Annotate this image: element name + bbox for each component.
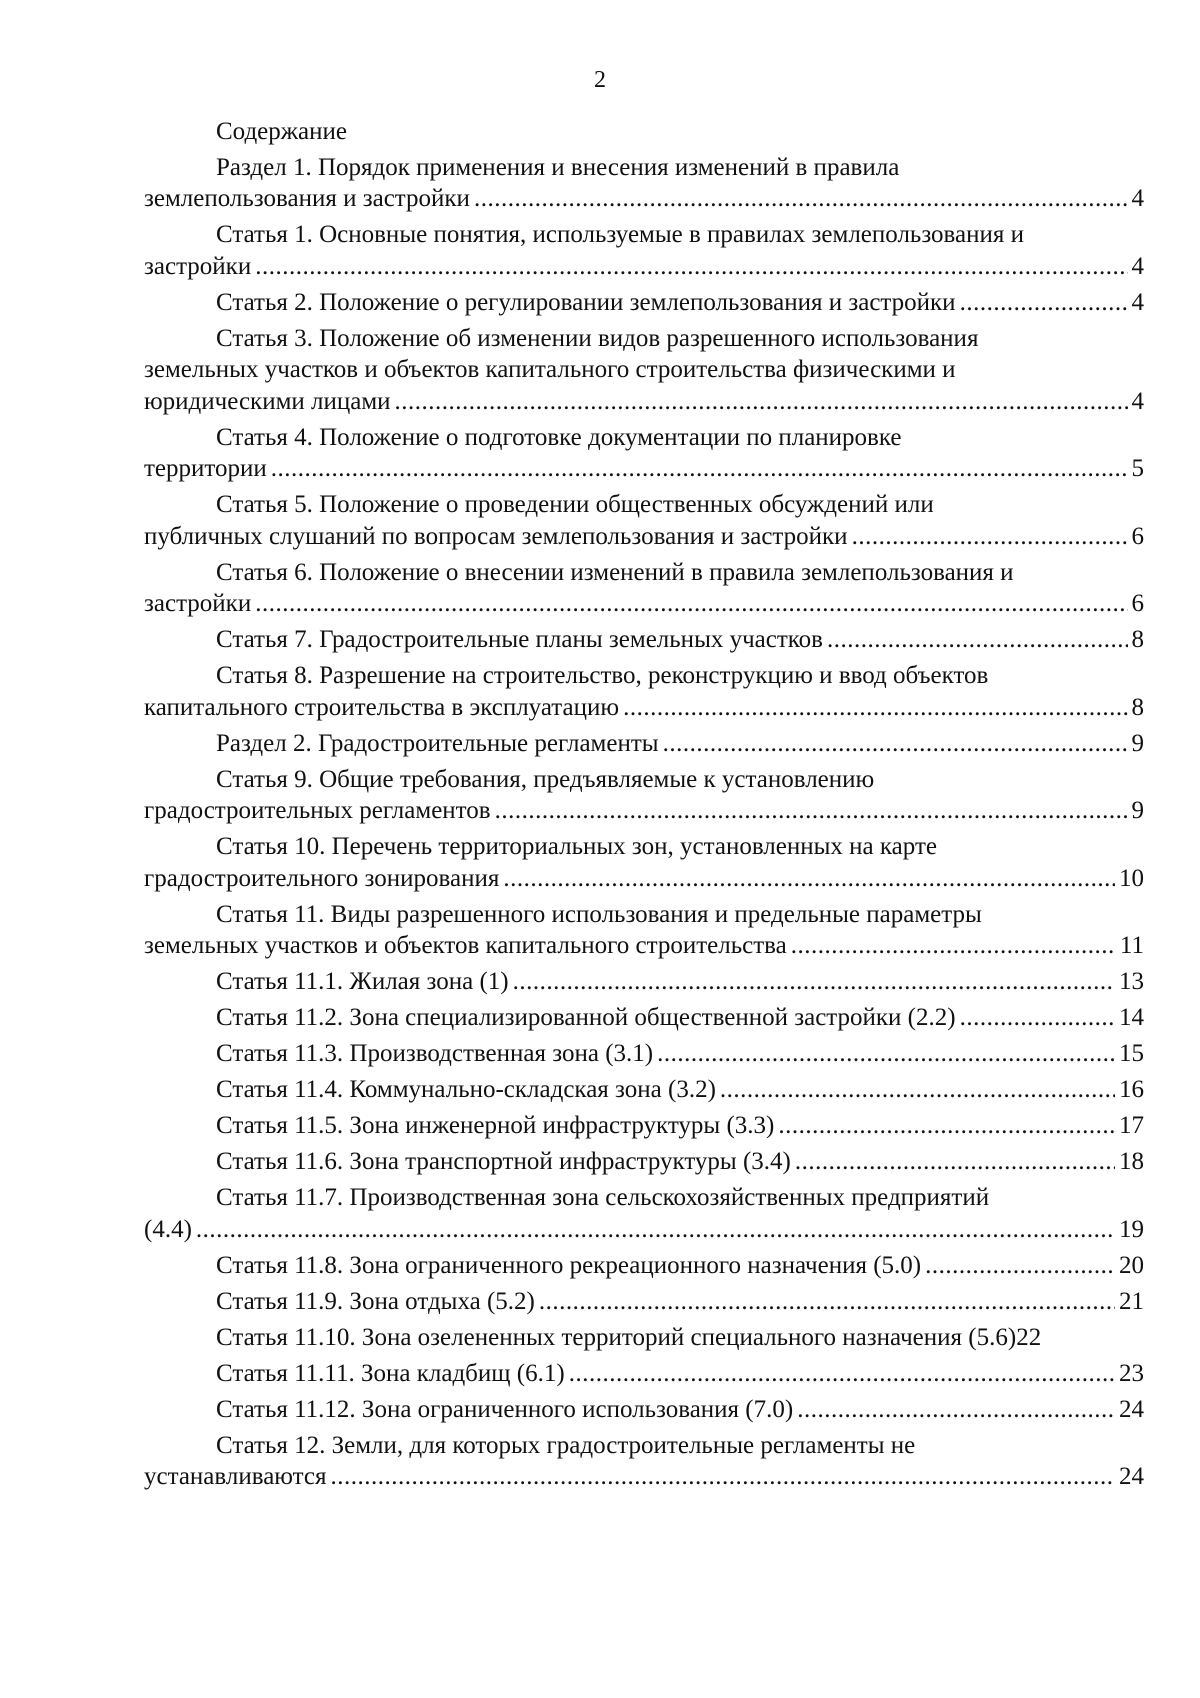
toc-entry-title-start: Статья 3. Положение об изменении видов разрешенного использования <box>216 324 979 352</box>
toc-page-number: 14 <box>1119 1004 1144 1031</box>
dot-leader <box>503 863 1115 895</box>
toc-entry-title-end: устанавливаются <box>144 1463 327 1490</box>
toc-page-number: 9 <box>1131 729 1144 757</box>
toc-page-number: 11 <box>1119 932 1144 959</box>
toc-entry[interactable] <box>144 764 1144 827</box>
toc-entry-line <box>144 1250 1144 1282</box>
toc-page-number: 4 <box>1131 288 1144 316</box>
dot-leader <box>569 1358 1115 1390</box>
toc-entry-title-start: Статья 10. Перечень территориальных зон, установленных на карте <box>216 833 937 860</box>
toc-entry-title-middle: земельных участков и объектов капитального строительства физическими и <box>144 356 956 383</box>
toc-entry-line <box>144 1214 1144 1246</box>
dot-leader <box>395 386 1128 418</box>
dot-leader <box>797 1394 1115 1426</box>
toc-page-number: 21 <box>1119 1287 1144 1315</box>
toc-entry[interactable] <box>144 152 1144 215</box>
dot-leader <box>778 1110 1115 1142</box>
toc-entry-line <box>144 1394 1144 1426</box>
table-of-contents <box>144 116 1144 1497</box>
toc-entry-title-end: Раздел 2. Градостроительные регламенты <box>216 729 659 757</box>
toc-page-number: 16 <box>1119 1076 1144 1103</box>
toc-entry-line <box>144 966 1144 998</box>
toc-entry-line <box>144 1322 1144 1354</box>
toc-entry-line <box>144 1358 1144 1390</box>
dot-leader <box>791 930 1116 962</box>
toc-entry[interactable] <box>144 219 1144 282</box>
toc-entry-line <box>144 521 1144 553</box>
toc-entry-title-start: Статья 9. Общие требования, предъявляемые к установлению <box>216 765 875 793</box>
toc-page-number: 17 <box>1119 1112 1144 1139</box>
toc-page-number: 4 <box>1131 387 1144 415</box>
toc-entry-line <box>144 863 1144 895</box>
toc-page-number: 20 <box>1119 1251 1144 1279</box>
toc-entry[interactable] <box>144 728 1144 760</box>
dot-leader <box>255 588 1127 620</box>
toc-entry-title-end: Статья 11.5. Зона инженерной инфраструктуры (3.3) <box>216 1112 775 1139</box>
dot-leader <box>960 1002 1115 1034</box>
toc-entry-title-end: Статья 11.9. Зона отдыха (5.2) <box>216 1287 535 1315</box>
toc-entry-line <box>144 795 1144 827</box>
dot-leader <box>271 453 1128 485</box>
toc-entry[interactable] <box>144 1182 1144 1245</box>
dot-leader <box>474 183 1128 215</box>
toc-entry[interactable] <box>144 1394 1144 1426</box>
dot-leader <box>925 1250 1115 1282</box>
toc-entry-title-start: Статья 4. Положение о подготовке документации по планировке <box>216 423 902 451</box>
toc-entry-title-end: капитального строительства в эксплуатацию <box>144 693 620 721</box>
toc-entry[interactable] <box>144 557 1144 620</box>
toc-heading: Содержание <box>216 118 347 145</box>
toc-entry-title-end: градостроительных регламентов <box>144 797 491 824</box>
toc-entry[interactable] <box>144 1038 1144 1070</box>
toc-entry-title-end: Статья 11.6. Зона транспортной инфраструктуры (3.4) <box>216 1148 791 1175</box>
toc-entry-line <box>144 588 1144 620</box>
toc-entry-title-end: застройки <box>144 252 252 280</box>
toc-entry-line <box>144 183 1144 215</box>
toc-entry[interactable] <box>144 422 1144 485</box>
toc-entry-title-end: Статья 2. Положение о регулировании землепользования и застройки <box>216 288 956 316</box>
dot-leader <box>720 1074 1115 1106</box>
toc-entries <box>144 152 1144 1493</box>
toc-entry[interactable] <box>144 323 1144 418</box>
toc-entry[interactable] <box>144 1002 1144 1034</box>
dot-leader <box>795 1146 1115 1178</box>
dot-leader <box>827 624 1128 656</box>
toc-page-number: 4 <box>1131 185 1144 212</box>
toc-entry[interactable] <box>144 1286 1144 1318</box>
toc-entry[interactable] <box>144 1430 1144 1493</box>
toc-entry[interactable] <box>144 287 1144 319</box>
toc-page-number: 24 <box>1119 1463 1144 1490</box>
toc-entry-title-end: Статья 11.8. Зона ограниченного рекреационного назначения (5.0) <box>216 1251 922 1279</box>
dot-leader <box>960 287 1128 319</box>
toc-entry-title-end: Статья 7. Градостроительные планы земельных участков <box>216 626 823 653</box>
toc-entry[interactable] <box>144 624 1144 656</box>
toc-entry-line <box>144 386 1144 418</box>
toc-entry[interactable] <box>144 899 1144 962</box>
toc-entry[interactable] <box>144 966 1144 998</box>
toc-entry-title-end: юридическими лицами <box>144 387 391 415</box>
toc-page-number: 6 <box>1131 590 1144 617</box>
toc-entry-title-start: Статья 1. Основные понятия, используемые в правилах землепользования и <box>216 221 1025 248</box>
toc-entry[interactable] <box>144 1358 1144 1390</box>
dot-leader <box>495 795 1128 827</box>
dot-leader <box>330 1461 1115 1493</box>
toc-entry-line <box>144 930 1144 962</box>
toc-entry-title-start: Статья 11. Виды разрешенного использования и предельные параметры <box>216 900 982 928</box>
dot-leader <box>623 692 1127 724</box>
dot-leader <box>255 251 1127 283</box>
toc-entry-title-end: землепользования и застройки <box>144 185 470 212</box>
toc-page-number: 15 <box>1119 1040 1144 1067</box>
dot-leader <box>513 966 1115 998</box>
toc-entry-title-end: градостроительного зонирования <box>144 864 500 892</box>
toc-page-number: 18 <box>1119 1148 1144 1175</box>
dot-leader <box>196 1214 1115 1246</box>
toc-entry-line <box>144 1074 1144 1106</box>
toc-page-number: 5 <box>1131 455 1144 482</box>
toc-entry-title-end: (4.4) <box>144 1215 192 1243</box>
toc-entry-line <box>144 287 1144 319</box>
toc-page-number: 19 <box>1119 1215 1144 1243</box>
toc-entry[interactable] <box>144 489 1144 552</box>
toc-entry-title-start: Раздел 1. Порядок применения и внесения изменений в правила <box>216 153 900 181</box>
toc-entry-title-start: Статья 5. Положение о проведении общественных обсуждений или <box>216 491 934 518</box>
toc-entry[interactable] <box>144 1146 1144 1178</box>
toc-page-number: 6 <box>1131 522 1144 550</box>
toc-entry-title-end: Статья 11.10. Зона озелененных территорий специального назначения (5.6) <box>216 1323 1017 1351</box>
toc-entry-title-end: Статья 11.4. Коммунально-складская зона (3.2) <box>216 1076 716 1103</box>
toc-entry-line <box>144 692 1144 724</box>
toc-page-number: 8 <box>1131 626 1144 653</box>
toc-entry[interactable] <box>144 1250 1144 1282</box>
toc-page-number: 4 <box>1131 252 1144 280</box>
toc-page-number: 8 <box>1131 693 1144 721</box>
dot-leader <box>657 1038 1115 1070</box>
toc-entry-title-end: Статья 11.3. Производственная зона (3.1) <box>216 1040 654 1067</box>
toc-entry-title-end: Статья 11.2. Зона специализированной общественной застройки (2.2) <box>216 1004 956 1031</box>
toc-entry-line <box>144 453 1144 485</box>
toc-entry-line <box>144 728 1144 760</box>
toc-entry-title-start: Статья 6. Положение о внесении изменений в правила землепользования и <box>216 558 1014 586</box>
toc-entry-line <box>144 1110 1144 1142</box>
dot-leader <box>852 521 1128 553</box>
toc-entry-title-end: Статья 11.1. Жилая зона (1) <box>216 968 509 995</box>
toc-entry[interactable] <box>144 1322 1144 1354</box>
toc-entry-title-end: застройки <box>144 590 252 617</box>
dot-leader <box>539 1286 1115 1318</box>
toc-page-number: 13 <box>1119 968 1144 995</box>
toc-entry-title-start: Статья 11.7. Производственная зона сельскохозяйственных предприятий <box>216 1184 990 1211</box>
toc-entry-title-start: Статья 8. Разрешение на строительство, реконструкцию и ввод объектов <box>216 662 989 689</box>
toc-entry-line <box>144 624 1144 656</box>
toc-page-number: 9 <box>1131 797 1144 824</box>
toc-entry[interactable] <box>144 1074 1144 1106</box>
toc-entry-title-end: Статья 11.12. Зона ограниченного использования (7.0) <box>216 1395 794 1423</box>
toc-entry-line <box>144 1146 1144 1178</box>
toc-entry-title-end: территории <box>144 455 267 482</box>
toc-entry-title-start: Статья 12. Земли, для которых градостроительные регламенты не <box>216 1431 916 1459</box>
toc-page-number: 24 <box>1119 1395 1144 1423</box>
toc-entry-line <box>144 1286 1144 1318</box>
toc-page-number: 10 <box>1119 864 1144 892</box>
toc-entry-line <box>144 1461 1144 1493</box>
toc-entry-line <box>144 251 1144 283</box>
toc-entry-title-end: публичных слушаний по вопросам землепользования и застройки <box>144 522 848 550</box>
toc-entry[interactable] <box>144 831 1144 894</box>
toc-entry-title-end: Статья 11.11. Зона кладбищ (6.1) <box>216 1359 565 1387</box>
toc-entry[interactable] <box>144 1110 1144 1142</box>
toc-page-number: 22 <box>1016 1323 1042 1351</box>
page-number: 2 <box>594 67 606 93</box>
toc-entry-line <box>144 1002 1144 1034</box>
toc-entry[interactable] <box>144 660 1144 723</box>
toc-entry-line <box>144 1038 1144 1070</box>
toc-page-number: 23 <box>1119 1359 1144 1387</box>
toc-entry-title-end: земельных участков и объектов капитального строительства <box>144 932 787 959</box>
dot-leader <box>663 728 1128 760</box>
